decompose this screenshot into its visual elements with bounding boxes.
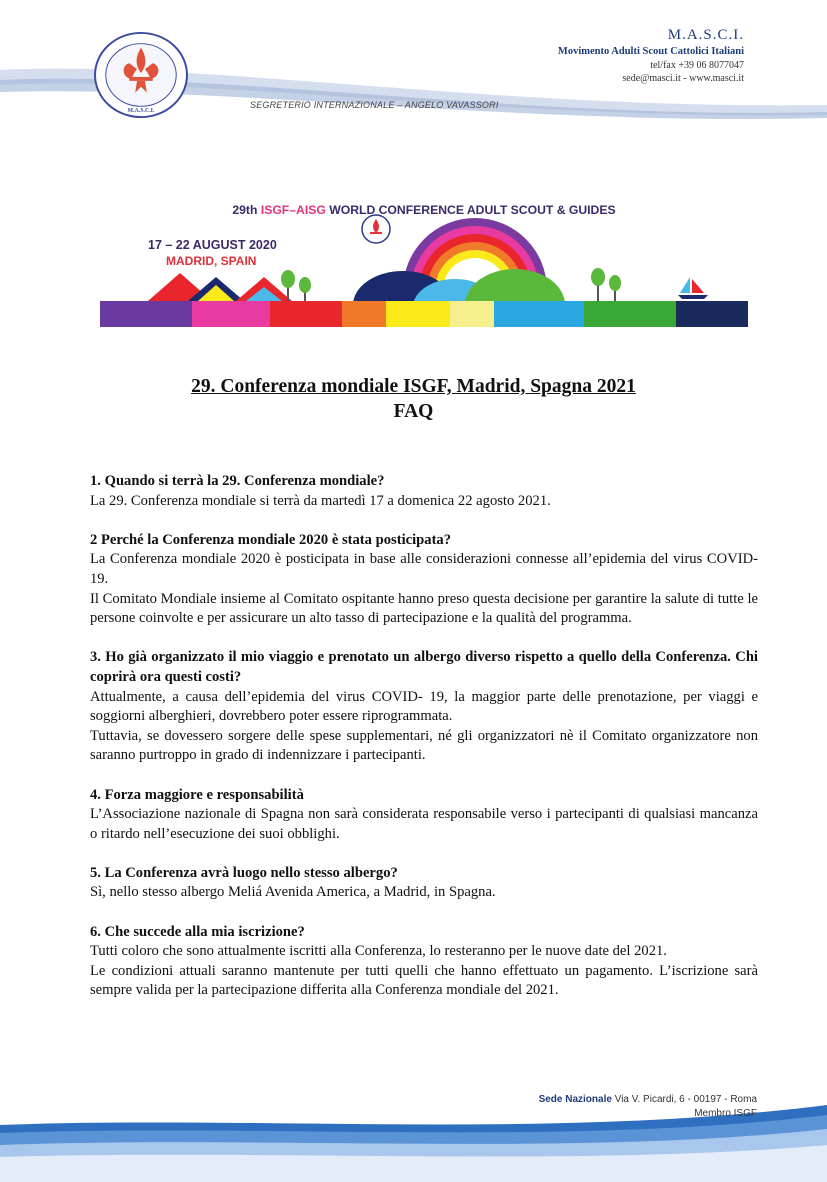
faq-answer: Sì, nello stesso albergo Meliá Avenida America, a Madrid, in Spagna. [90, 884, 496, 901]
banner-title-prefix: 29th [232, 203, 261, 217]
stripe-segment [676, 301, 748, 327]
org-phone: tel/fax +39 06 8077047 [650, 60, 744, 71]
stripe-segment [342, 301, 386, 327]
footer-address-text: Via V. Picardi, 6 - 00197 - Roma [611, 1094, 757, 1105]
faq-list [90, 472, 758, 1021]
faq-item [90, 786, 758, 845]
faq-item [90, 864, 758, 903]
stripe-segment [192, 301, 270, 327]
faq-answer: Tutti coloro che sono attualmente iscritti alla Conferenza, lo resteranno per le nuove date del 2021. [90, 943, 667, 960]
banner-place: MADRID, SPAIN [166, 254, 257, 268]
faq-answer: L’Associazione nazionale di Spagna non sarà considerata responsabile verso i partecipanti di qualsiasi mancanza o ritardo nell’esecuzione dei suoi obblighi. [90, 806, 758, 842]
rainbow-stripe [100, 301, 748, 327]
footer-member: Membro ISGF [694, 1108, 757, 1119]
logo-bottom-text: M.A.S.C.I. [127, 108, 155, 115]
faq-answer: La 29. Conferenza mondiale si terrà da martedì 17 a domenica 22 agosto 2021. [90, 492, 551, 509]
faq-item [90, 472, 758, 511]
org-email-website: sede@masci.it - www.masci.it [622, 73, 744, 84]
faq-answer: Il Comitato Mondiale insieme al Comitato ospitante hanno preso questa decisione per garantire la salute di tutte le persone coinvolte e per assicurare un alto tasso di partecipazione e la qualità del programma. [90, 590, 758, 627]
faq-item [90, 648, 758, 766]
faq-item [90, 531, 758, 629]
masci-logo [92, 30, 190, 120]
faq-question: 3. Ho già organizzato il mio viaggio e prenotato un albergo diverso rispetto a quello della Conferenza. Chi coprirà ora questi costi? [90, 649, 758, 685]
document-title-text: 29. Conferenza mondiale ISGF, Madrid, Spagna 2021 [191, 376, 636, 397]
footer-address [539, 1094, 757, 1105]
tents-graphic [148, 273, 292, 301]
faq-answer: La Conferenza mondiale 2020 è posticipata in base alle considerazioni connesse all’epidemia del virus COVID-19. [90, 551, 758, 587]
sailboat-icon [678, 277, 708, 299]
stripe-segment [584, 301, 676, 327]
faq-item [90, 923, 758, 1001]
org-name: Movimento Adulti Scout Cattolici Italiani [557, 46, 744, 57]
org-acronym: M.A.S.C.I. [667, 27, 744, 43]
faq-answer: Le condizioni attuali saranno mantenute per tutti quelli che hanno effettuato un pagamento. L’iscrizione sarà sempre valida per la partecipazione differita alla Conferenza mondiale del 2021. [90, 962, 758, 999]
stripe-segment [270, 301, 342, 327]
faq-answer: Attualmente, a causa dell’epidemia del virus COVID- 19, la maggior parte delle prenotazione, per viaggi e soggiorni alberghieri, dovrebbero poter essere riprogrammata. [90, 688, 758, 725]
faq-question: 1. Quando si terrà la 29. Conferenza mondiale? [90, 473, 385, 489]
faq-answer: Tuttavia, se dovessero sorgere delle spese supplementari, né gli organizzatori nè il Comitato organizzatore non saranno purtroppo in grado di indennizzare i partecipanti. [90, 727, 758, 764]
stripe-segment [450, 301, 494, 327]
document-subtitle: FAQ [393, 401, 434, 422]
fleur-de-lis-icon [362, 215, 390, 243]
banner-title [100, 203, 748, 217]
secretariat-line: SEGRETERIO INTERNAZIONALE – ANGELO VAVASSORI [250, 100, 499, 110]
banner-title-isgf: ISGF–AISG [260, 203, 326, 217]
stripe-segment [386, 301, 450, 327]
stripe-segment [494, 301, 584, 327]
faq-question: 5. La Conferenza avrà luogo nello stesso albergo? [90, 864, 398, 881]
footer-sede-label: Sede Nazionale [538, 1094, 612, 1105]
document-title [0, 376, 827, 398]
banner-dates: 17 – 22 AUGUST 2020 [148, 238, 277, 252]
banner-title-rest: WORLD CONFERENCE ADULT SCOUT & GUIDES [325, 203, 616, 217]
faq-question: 6. Che succede alla mia iscrizione? [90, 923, 305, 940]
stripe-segment [100, 301, 192, 327]
faq-question: 2 Perché la Conferenza mondiale 2020 è stata posticipata? [90, 531, 452, 548]
faq-question: 4. Forza maggiore e responsabilità [90, 786, 304, 803]
